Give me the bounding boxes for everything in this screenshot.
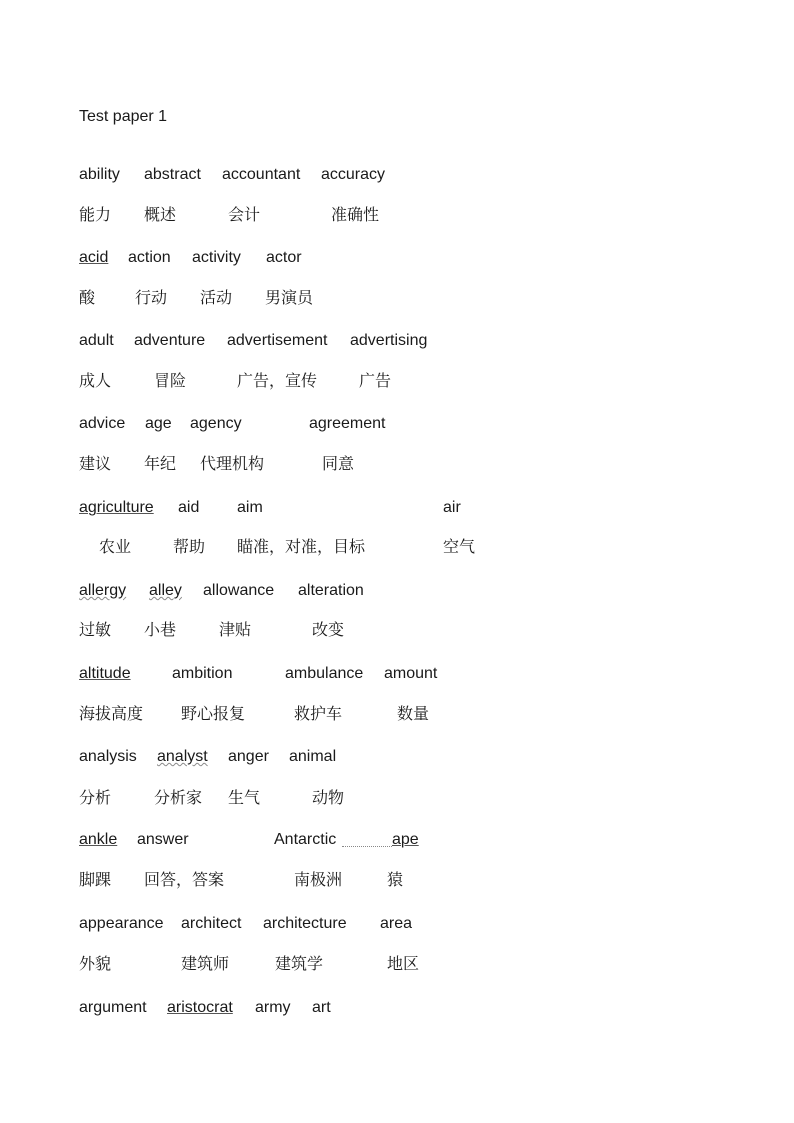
chinese-meaning: 南极洲 [294,870,343,889]
chinese-meaning: 脚踝 [79,870,112,889]
english-word: amount [384,665,438,682]
chinese-meaning: 成人 [79,371,112,390]
english-word: actor [266,249,302,266]
english-word: agency [190,415,242,432]
english-word: action [128,249,171,266]
chinese-meaning: 年纪 [144,454,177,473]
english-word: acid [79,249,109,266]
english-word: activity [192,249,241,266]
chinese-meaning: 野心报复 [181,704,246,723]
chinese-meaning: 生气 [228,788,261,807]
chinese-meaning: 活动 [200,288,233,307]
chinese-meaning: 救护车 [294,704,343,723]
chinese-meaning: 猿 [387,870,404,889]
chinese-meaning: 帮助 [173,537,206,556]
english-word: Antarctic [274,831,337,848]
word-row-english [0,248,794,268]
english-word: advertisement [227,332,328,349]
word-row-chinese [0,537,794,557]
chinese-meaning: 酸 [79,288,96,307]
english-word: advertising [350,332,428,349]
chinese-meaning: 建议 [79,454,112,473]
english-word: area [380,915,413,932]
english-word: accountant [222,166,301,183]
word-row-chinese [0,870,794,890]
english-word: art [312,999,331,1016]
english-word: ankle [79,831,118,848]
chinese-meaning: 冒险 [154,371,187,390]
chinese-meaning: 海拔高度 [79,704,144,723]
english-word: altitude [79,665,131,682]
english-word: allergy [79,582,127,599]
chinese-meaning: 分析家 [154,788,203,807]
chinese-meaning: 外貌 [79,954,112,973]
word-row-english [0,747,794,767]
chinese-meaning: 建筑师 [181,954,230,973]
english-word: aim [237,499,263,516]
english-word: answer [137,831,189,848]
word-row-english [0,165,794,185]
chinese-meaning: 小巷 [144,620,177,639]
chinese-meaning: 代理机构 [200,454,265,473]
chinese-meaning: 动物 [312,788,345,807]
chinese-meaning: 概述 [144,205,177,224]
chinese-meaning: 同意 [322,454,355,473]
word-row-english [0,664,794,684]
english-word: age [145,415,172,432]
english-word: ambition [172,665,233,682]
underline-dotted [342,846,392,847]
chinese-meaning: 行动 [135,288,168,307]
english-word: accuracy [321,166,386,183]
word-row-chinese [0,371,794,391]
english-word: adult [79,332,114,349]
english-word: aristocrat [167,999,233,1016]
chinese-meaning: 能力 [79,205,112,224]
word-row-chinese [0,704,794,724]
english-word: architect [181,915,242,932]
chinese-meaning: 数量 [397,704,430,723]
page-title: Test paper 1 [79,108,168,125]
english-word: architecture [263,915,347,932]
word-row-english [0,914,794,934]
chinese-meaning: 分析 [79,788,112,807]
chinese-meaning: 准确性 [331,205,380,224]
chinese-meaning: 广告，宣传 [237,371,318,390]
english-word: argument [79,999,147,1016]
english-word: anger [228,748,269,765]
english-word: army [255,999,291,1016]
word-row-english [0,830,794,850]
word-row-chinese [0,954,794,974]
chinese-meaning: 空气 [443,537,476,556]
english-word: ambulance [285,665,364,682]
english-word: analysis [79,748,137,765]
chinese-meaning: 地区 [387,954,420,973]
english-word: air [443,499,461,516]
english-word: abstract [144,166,201,183]
chinese-meaning: 男演员 [265,288,314,307]
english-word: ability [79,166,120,183]
word-row-english [0,498,794,518]
english-word: agriculture [79,499,154,516]
word-row-chinese [0,454,794,474]
word-row-chinese [0,205,794,225]
word-row-english [0,331,794,351]
english-word: analyst [157,748,208,765]
chinese-meaning: 津贴 [219,620,252,639]
chinese-meaning: 回答，答案 [144,870,225,889]
chinese-meaning: 改变 [312,620,345,639]
english-word: aid [178,499,200,516]
english-word: appearance [79,915,164,932]
chinese-meaning: 会计 [228,205,261,224]
word-row-chinese [0,788,794,808]
english-word: allowance [203,582,275,599]
chinese-meaning: 过敏 [79,620,112,639]
chinese-meaning: 广告 [359,371,392,390]
english-word: ape [392,831,419,848]
word-row-english [0,998,794,1018]
chinese-meaning: 瞄准，对准，目标 [237,537,366,556]
chinese-meaning: 农业 [99,537,132,556]
english-word: alley [149,582,182,599]
word-row-chinese [0,288,794,308]
chinese-meaning: 建筑学 [275,954,324,973]
english-word: adventure [134,332,206,349]
english-word: alteration [298,582,364,599]
word-row-english [0,581,794,601]
word-row-english [0,414,794,434]
english-word: agreement [309,415,386,432]
word-row-chinese [0,620,794,640]
english-word: animal [289,748,337,765]
english-word: advice [79,415,126,432]
